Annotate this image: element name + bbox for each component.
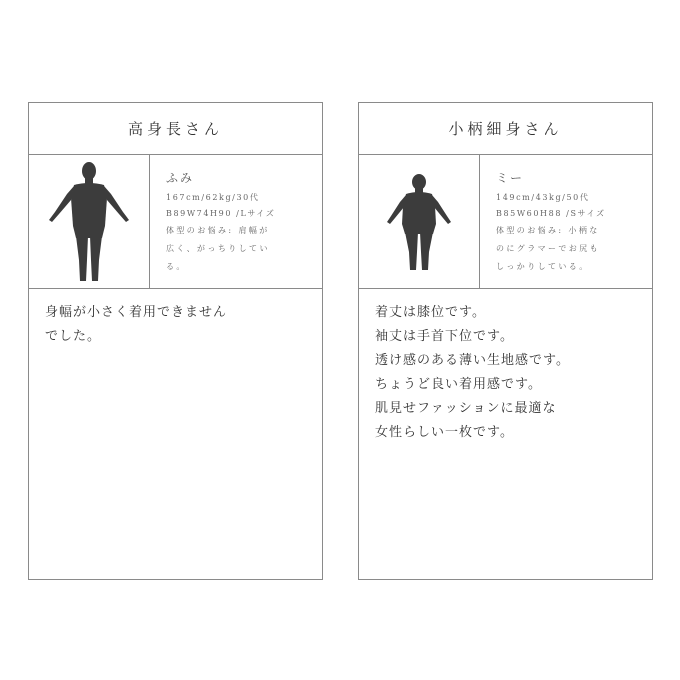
comment-line: でした。: [45, 329, 102, 344]
model-name: ふみ: [166, 171, 195, 185]
model-stats: 149cm/43kg/50代: [496, 193, 590, 202]
review-card-petite: [358, 102, 653, 580]
review-comment: [29, 289, 322, 349]
figure-cell: [359, 155, 480, 288]
comment-line: 女性らしい一枚です。: [375, 425, 514, 440]
worry-line: しっかりしている。: [496, 262, 590, 271]
review-comment: [359, 289, 652, 445]
comment-line: 身幅が小さく着用できません: [45, 305, 228, 320]
model-profile: [29, 155, 322, 289]
comment-line: 着丈は膝位です。: [375, 305, 486, 320]
comment-line: ちょうど良い着用感です。: [375, 377, 542, 392]
worry-line: のにグラマーでお尻も: [496, 244, 600, 253]
model-stats: 167cm/62kg/30代: [166, 193, 260, 202]
model-profile: [359, 155, 652, 289]
model-measurements: B89W74H90 /Lサイズ: [166, 209, 276, 218]
petite-body-silhouette-icon: [384, 172, 454, 272]
body-worry: [496, 222, 646, 276]
comment-line: 袖丈は手首下位です。: [375, 329, 514, 344]
model-measurements: B85W60H88 /Sサイズ: [496, 209, 606, 218]
worry-line: 体型のお悩み: 肩幅が: [166, 226, 270, 235]
review-card-tall: [28, 102, 323, 580]
tall-body-silhouette-icon: [44, 160, 134, 284]
body-worry: [166, 222, 316, 276]
figure-cell: [29, 155, 150, 288]
card-title: 小柄細身さん: [359, 103, 652, 155]
comment-line: 肌見せファッションに最適な: [375, 401, 557, 416]
comment-line: 透け感のある薄い生地感です。: [375, 353, 570, 368]
card-title: 高身長さん: [29, 103, 322, 155]
worry-line: 広く、がっちりしてい: [166, 244, 270, 253]
model-name: ミー: [496, 171, 525, 185]
model-info: [150, 155, 322, 288]
worry-line: る。: [166, 262, 187, 271]
model-info: [480, 155, 652, 288]
worry-line: 体型のお悩み: 小柄な: [496, 226, 600, 235]
